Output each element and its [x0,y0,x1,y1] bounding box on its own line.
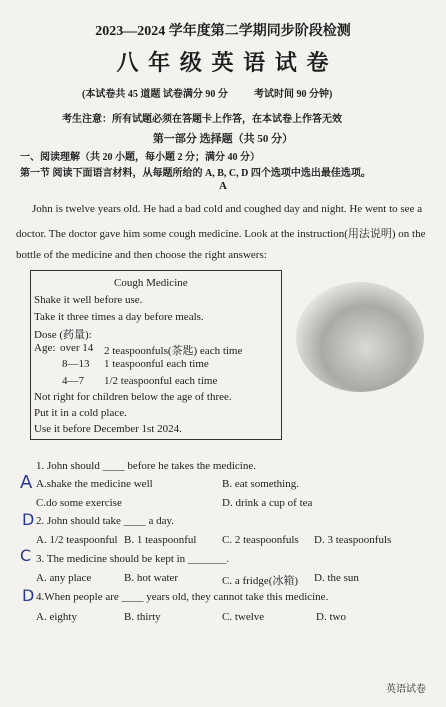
question-4-option-a: A. eighty [36,611,77,623]
dose-age-3: 4—7 [62,375,84,387]
medicine-times-line: Take it three times a day before meals. [34,311,204,323]
question-3-stem: 3. The medicine should be kept in _______. [36,553,230,565]
question-2-option-d: D. 3 teaspoonfuls [314,534,392,546]
part-heading: 第一部分 选择题（共 50 分） [152,133,294,145]
medicine-warning-storage: Put it in a cold place. [34,407,127,419]
section-heading: 一、阅读理解（共 20 小题，每小题 2 分；满分 40 分） [20,152,260,163]
handwritten-answer-4: D [22,586,35,605]
exam-info-left: (本试卷共 45 道题 试卷满分 90 分 [82,89,228,100]
dose-age-1: over 14 [60,342,94,354]
exam-notice: 考生注意：所有试题必须在答题卡上作答，在本试卷上作答无效 [62,114,342,125]
medicine-box-title: Cough Medicine [114,277,188,289]
passage-line-3: bottle of the medicine and then choose the right answers: [16,249,267,261]
exam-title: 2023—2024 学年度第二学期同步阶段检测 [95,24,351,39]
question-1-option-b: B. eat something. [222,478,299,490]
question-4-option-c: C. twelve [222,611,265,623]
question-1-option-d: D. drink a cup of tea [222,497,313,509]
dose-age-2: 8—13 [62,358,90,370]
passage-line-2: doctor. The doctor gave him some cough medicine. Look at the instruction(用法说明) on the [16,228,426,240]
exam-info-right: 考试时间 90 分钟) [254,89,333,100]
medicine-warning-age: Not right for children below the age of three. [34,391,232,403]
question-1-stem: 1. John should ____ before he takes the medicine. [36,460,256,472]
medicine-warning-expiry: Use it before December 1st 2024. [34,423,182,435]
question-3-option-d: D. the sun [314,572,359,584]
question-3-option-c: C. a fridge(冰箱) [222,575,299,587]
passage-line-1: John is twelve years old. He had a bad cold and coughed day and night. He went to see a [32,203,423,215]
dose-amount-1: 2 teaspoonfuls(茶匙) each time [104,345,243,357]
medicine-shake-line: Shake it well before use. [34,294,143,306]
section-instruction: 第一节 阅读下面语言材料，从每题所给的 A, B, C, D 四个选项中选出最佳选项。 [20,168,371,179]
dose-label: Dose (药量): [34,329,92,341]
footer-label: 英语试卷 [386,684,426,695]
dose-amount-2: 1 teaspoonful each time [104,358,209,370]
passage-label: A [219,180,227,192]
question-3-option-b: B. hot water [124,572,179,584]
question-2-option-b: B. 1 teaspoonful [124,534,197,546]
medicine-pills-image [296,282,424,392]
question-4-option-d: D. two [316,611,346,623]
dose-amount-3: 1/2 teaspoonful each time [104,375,218,387]
question-4-stem: 4.When people are ____ years old, they cannot take this medicine. [36,591,329,603]
question-3-option-a: A. any place [36,572,92,584]
question-2-option-a: A. 1/2 teaspoonful [36,534,118,546]
paper-title: 八 年 级 英 语 试 卷 [116,51,330,76]
question-4-option-b: B. thirty [124,611,161,623]
handwritten-answer-1: A [20,472,33,493]
question-2-option-c: C. 2 teaspoonfuls [222,534,299,546]
question-1-option-a: A.shake the medicine well [36,478,153,490]
handwritten-answer-3: C [20,546,32,565]
question-2-stem: 2. John should take ____ a day. [36,515,174,527]
question-1-option-c: C.do some exercise [36,497,122,509]
handwritten-answer-2: D [22,510,35,529]
age-label: Age: [34,342,56,354]
